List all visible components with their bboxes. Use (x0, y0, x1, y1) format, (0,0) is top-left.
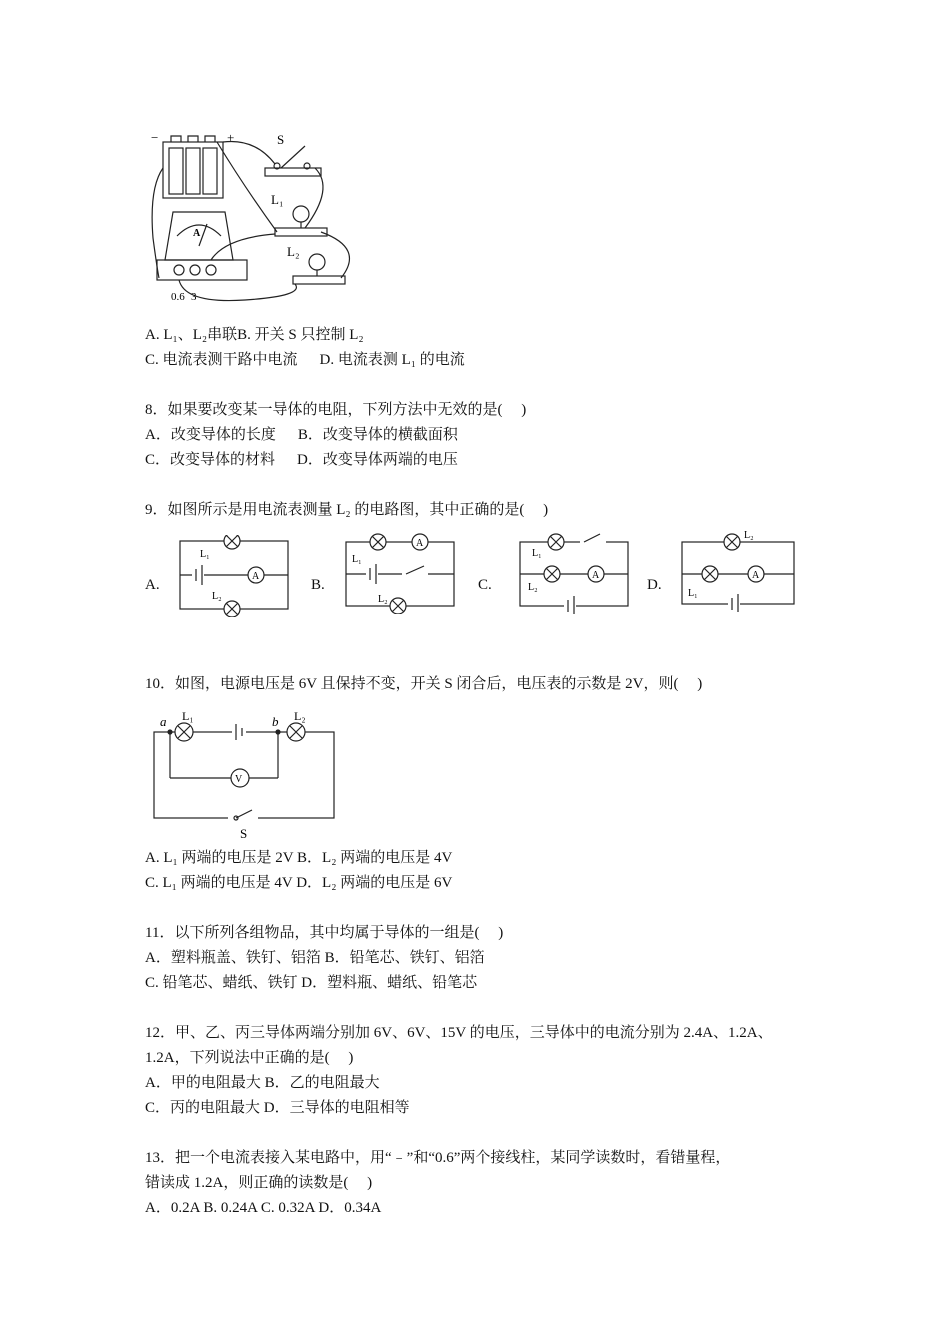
q7-option-c[interactable]: C. 电流表测干路中电流 (145, 352, 298, 368)
lamp1-label: L₁ (271, 192, 284, 207)
l1-label: L₁ (688, 588, 698, 599)
q10-options-row2 (145, 873, 452, 893)
q9-choice-d-label[interactable]: D. (647, 577, 662, 593)
ammeter-label: A (193, 228, 201, 239)
q9-circuit-b (340, 528, 458, 614)
l2-label: L₂ (212, 591, 222, 602)
l1-label: L₁ (532, 548, 542, 559)
q9-circuit-c (514, 528, 634, 614)
q11-options-row2 (145, 973, 477, 993)
terminal-3-label: 3 (191, 291, 197, 303)
switch-label: S (277, 132, 285, 147)
battery-icon (163, 142, 223, 198)
q8-option-c[interactable]: C．改变导体的材料 (145, 452, 276, 468)
q8-options-row2 (145, 450, 458, 470)
ammeter-label: A (592, 570, 600, 581)
q11-option-b[interactable]: B．铅笔芯、铁钉、铝箔 (324, 950, 485, 966)
q8-stem: 8．如果要改变某一导体的电阻，下列方法中无效的是( ) (145, 402, 527, 418)
q13-stem-line1: 13．把一个电流表接入某电路中，用“﹣”和“0.6”两个接线柱，某同学读数时，看错量程， (145, 1150, 731, 1166)
q12-option-c[interactable]: C．丙的电阻最大 (145, 1100, 261, 1116)
q11-option-d[interactable]: D．塑料瓶、蜡纸、铅笔芯 (301, 975, 478, 991)
q13-option-d[interactable]: D．0.34A (318, 1200, 382, 1216)
q9-circuit-d (678, 526, 800, 612)
q13-options-row (145, 1198, 381, 1218)
q10-circuit-figure (148, 708, 342, 842)
q8-option-b[interactable]: B．改变导体的横截面积 (297, 427, 458, 443)
point-b-label: b (272, 714, 279, 729)
q11-options-row1 (145, 948, 485, 968)
q8-option-d[interactable]: D．改变导体两端的电压 (297, 452, 458, 468)
q9-choice-a-label[interactable]: A. (145, 577, 160, 593)
battery-plus-label: + (227, 130, 235, 145)
lamp1-icon (275, 228, 327, 236)
q8-options-row1 (145, 425, 458, 445)
q7-options-row1 (145, 325, 364, 345)
q8-option-a[interactable]: A．改变导体的长度 (145, 427, 276, 443)
switch-icon (265, 168, 321, 176)
q11-option-c[interactable]: C. 铅笔芯、蜡纸、铁钉 (145, 975, 298, 991)
q9-choice-b-label[interactable]: B. (311, 577, 325, 593)
q10-option-a[interactable]: A. L₁ 两端的电压是 2V (145, 850, 294, 866)
ammeter-label: A (252, 571, 260, 582)
voltmeter-label: V (235, 774, 243, 785)
battery-minus-label: − (151, 130, 159, 145)
q13-option-b[interactable]: B. 0.24A (203, 1200, 258, 1216)
q7-options-row2 (145, 350, 465, 370)
ammeter-label: A (416, 538, 424, 549)
q9-stem: 9．如图所示是用电流表测量 L₂ 的电路图，其中正确的是( ) (145, 502, 549, 518)
q13-stem-line2: 错读成 1.2A，则正确的读数是( ) (145, 1175, 373, 1191)
l1-label: L₁ (182, 709, 194, 723)
lamp2-icon (293, 276, 345, 284)
q9-choice-c-label[interactable]: C. (478, 577, 492, 593)
q11-option-a[interactable]: A．塑料瓶盖、铁钉、铝箔 (145, 950, 321, 966)
l2-label: L₂ (294, 709, 306, 723)
switch-label: S (240, 826, 248, 841)
q12-option-a[interactable]: A．甲的电阻最大 (145, 1075, 261, 1091)
l2-label: L₂ (378, 594, 388, 605)
q10-option-d[interactable]: D．L₂ 两端的电压是 6V (296, 875, 453, 891)
q13-option-c[interactable]: C. 0.32A (260, 1200, 315, 1216)
terminal-06-label: 0.6 (171, 291, 185, 303)
ammeter-label: A (752, 570, 760, 581)
q13-option-a[interactable]: A．0.2A (145, 1200, 200, 1216)
q12-option-d[interactable]: D．三导体的电阻相等 (263, 1100, 410, 1116)
q12-option-b[interactable]: B．乙的电阻最大 (264, 1075, 380, 1091)
q12-options-row2 (145, 1098, 410, 1118)
q7-option-d[interactable]: D. 电流表测 L₁ 的电流 (319, 352, 465, 368)
q10-options-row1 (145, 848, 452, 868)
l2-label: L₂ (528, 582, 538, 593)
q9-circuit-a (172, 535, 294, 617)
l1-label: L₁ (352, 554, 362, 565)
q10-stem: 10．如图，电源电压是 6V 且保持不变，开关 S 闭合后，电压表的示数是 2V，则( ) (145, 676, 703, 692)
point-a-label: a (160, 714, 167, 729)
q10-option-b[interactable]: B．L₂ 两端的电压是 4V (297, 850, 453, 866)
q7-option-b[interactable]: B. 开关 S 只控制 L₂ (237, 327, 364, 343)
l1-label: L₁ (200, 549, 210, 560)
q7-circuit-figure (145, 128, 365, 308)
q10-option-c[interactable]: C. L₁ 两端的电压是 4V (145, 875, 293, 891)
lamp2-label: L₂ (287, 244, 300, 259)
q7-option-a[interactable]: A. L₁、L₂串联 (145, 327, 238, 343)
l2-label: L₂ (744, 530, 754, 541)
q12-stem-line2: 1.2A，下列说法中正确的是( ) (145, 1050, 354, 1066)
q12-options-row1 (145, 1073, 380, 1093)
q12-stem-line1: 12．甲、乙、丙三导体两端分别加 6V、6V、15V 的电压，三导体中的电流分别为 2.4A、1.2A、 (145, 1025, 773, 1041)
q11-stem: 11．以下所列各组物品，其中均属于导体的一组是( ) (145, 925, 504, 941)
